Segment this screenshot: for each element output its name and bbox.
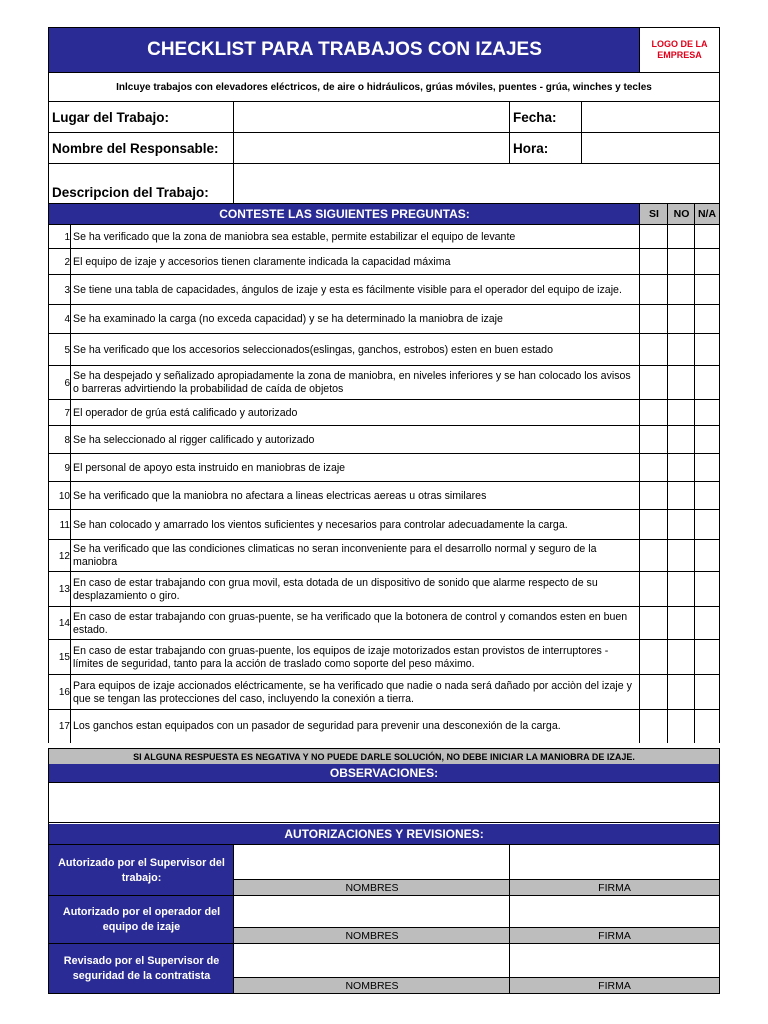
question-number: 8 bbox=[48, 425, 71, 454]
question-number: 15 bbox=[48, 639, 71, 675]
answer-na-checkbox[interactable] bbox=[694, 453, 720, 482]
answer-si-checkbox[interactable] bbox=[639, 399, 668, 426]
warning-banner: SI ALGUNA RESPUESTA ES NEGATIVA Y NO PUEDE DARLE SOLUCIÓN, NO DEBE INICIAR LA MANIOBRA DE IZAJE. bbox=[48, 748, 720, 764]
answer-no-checkbox[interactable] bbox=[667, 674, 695, 710]
answer-si-checkbox[interactable] bbox=[639, 248, 668, 275]
nombres-input[interactable] bbox=[233, 895, 510, 928]
answer-no-checkbox[interactable] bbox=[667, 304, 695, 334]
observaciones-input[interactable] bbox=[48, 782, 720, 823]
observaciones-header: OBSERVACIONES: bbox=[48, 764, 720, 782]
answer-si-checkbox[interactable] bbox=[639, 274, 668, 305]
answer-na-checkbox[interactable] bbox=[694, 539, 720, 572]
hora-label: Hora: bbox=[509, 132, 582, 163]
firma-input[interactable] bbox=[509, 943, 720, 978]
question-text: Se ha verificado que la maniobra no afectara a lineas electricas aereas u otras similares bbox=[70, 481, 640, 510]
answer-no-checkbox[interactable] bbox=[667, 248, 695, 275]
question-number: 11 bbox=[48, 509, 71, 540]
answer-si-checkbox[interactable] bbox=[639, 425, 668, 454]
question-number: 5 bbox=[48, 333, 71, 366]
question-number: 13 bbox=[48, 571, 71, 607]
question-number: 1 bbox=[48, 224, 71, 249]
answer-no-checkbox[interactable] bbox=[667, 606, 695, 640]
answer-no-checkbox[interactable] bbox=[667, 274, 695, 305]
question-number: 10 bbox=[48, 481, 71, 510]
answer-na-checkbox[interactable] bbox=[694, 365, 720, 400]
answer-si-checkbox[interactable] bbox=[639, 365, 668, 400]
answer-si-checkbox[interactable] bbox=[639, 674, 668, 710]
answer-si-checkbox[interactable] bbox=[639, 481, 668, 510]
answer-na-checkbox[interactable] bbox=[694, 571, 720, 607]
fecha-label: Fecha: bbox=[509, 101, 582, 132]
answer-na-checkbox[interactable] bbox=[694, 674, 720, 710]
answer-si-checkbox[interactable] bbox=[639, 639, 668, 675]
answer-na-checkbox[interactable] bbox=[694, 606, 720, 640]
answer-na-checkbox[interactable] bbox=[694, 333, 720, 366]
firma-caption: FIRMA bbox=[509, 977, 720, 994]
question-number: 9 bbox=[48, 453, 71, 482]
authorization-label: Autorizado por el operador del equipo de izaje bbox=[48, 895, 234, 944]
answer-no-checkbox[interactable] bbox=[667, 425, 695, 454]
answer-si-checkbox[interactable] bbox=[639, 509, 668, 540]
question-text: Se ha examinado la carga (no exceda capacidad) y se ha determinado la maniobra de izaje bbox=[70, 304, 640, 334]
question-number: 3 bbox=[48, 274, 71, 305]
answer-no-checkbox[interactable] bbox=[667, 539, 695, 572]
question-text: El personal de apoyo esta instruido en maniobras de izaje bbox=[70, 453, 640, 482]
question-text: En caso de estar trabajando con grua movil, esta dotada de un dispositivo de sonido que alarme respecto de su desplazamiento o giro. bbox=[70, 571, 640, 607]
answer-si-checkbox[interactable] bbox=[639, 606, 668, 640]
answer-na-checkbox[interactable] bbox=[694, 304, 720, 334]
question-number: 12 bbox=[48, 539, 71, 572]
answer-no-checkbox[interactable] bbox=[667, 481, 695, 510]
firma-input[interactable] bbox=[509, 844, 720, 880]
question-number: 4 bbox=[48, 304, 71, 334]
question-text: Se ha despejado y señalizado apropiadamente la zona de maniobra, en niveles inferiores y se han colocado los avisos o barreras advirtiendo la probabilidad de caída de objetos bbox=[70, 365, 640, 400]
question-text: Para equipos de izaje accionados eléctricamente, se ha verificado que nadie o nada será dañado por acciòn del izaje y que se tengan las protecciones del caso, incluyendo la conexión a tierra. bbox=[70, 674, 640, 710]
nombres-input[interactable] bbox=[233, 844, 510, 880]
answer-na-checkbox[interactable] bbox=[694, 709, 720, 743]
question-number: 6 bbox=[48, 365, 71, 400]
answer-no-checkbox[interactable] bbox=[667, 453, 695, 482]
question-text: Se ha verificado que los accesorios seleccionados(eslingas, ganchos, estrobos) esten en buen estado bbox=[70, 333, 640, 366]
form-title: CHECKLIST PARA TRABAJOS CON IZAJES bbox=[48, 27, 640, 73]
answer-na-checkbox[interactable] bbox=[694, 224, 720, 249]
descripcion-input[interactable] bbox=[233, 163, 720, 203]
authorization-label: Autorizado por el Supervisor del trabajo: bbox=[48, 844, 234, 896]
no-column-header: NO bbox=[667, 203, 695, 224]
answer-no-checkbox[interactable] bbox=[667, 709, 695, 743]
firma-input[interactable] bbox=[509, 895, 720, 928]
company-logo-placeholder: LOGO DE LA EMPRESA bbox=[639, 27, 720, 73]
question-number: 7 bbox=[48, 399, 71, 426]
answer-no-checkbox[interactable] bbox=[667, 571, 695, 607]
lugar-input[interactable] bbox=[233, 101, 510, 132]
answer-na-checkbox[interactable] bbox=[694, 639, 720, 675]
answer-no-checkbox[interactable] bbox=[667, 509, 695, 540]
answer-no-checkbox[interactable] bbox=[667, 365, 695, 400]
answer-si-checkbox[interactable] bbox=[639, 571, 668, 607]
answer-no-checkbox[interactable] bbox=[667, 399, 695, 426]
question-text: Los ganchos estan equipados con un pasador de seguridad para prevenir una desconexión de la carga. bbox=[70, 709, 640, 743]
answer-no-checkbox[interactable] bbox=[667, 639, 695, 675]
fecha-input[interactable] bbox=[581, 101, 720, 132]
authorization-label: Revisado por el Supervisor de seguridad de la contratista bbox=[48, 943, 234, 994]
question-text: El equipo de izaje y accesorios tienen claramente indicada la capacidad máxima bbox=[70, 248, 640, 275]
question-text: Se tiene una tabla de capacidades, ángulos de izaje y esta es fácilmente visible para el operador del equipo de izaje. bbox=[70, 274, 640, 305]
answer-na-checkbox[interactable] bbox=[694, 248, 720, 275]
question-text: El operador de grúa está calificado y autorizado bbox=[70, 399, 640, 426]
question-number: 16 bbox=[48, 674, 71, 710]
question-number: 14 bbox=[48, 606, 71, 640]
nombres-caption: NOMBRES bbox=[233, 879, 510, 896]
nombres-caption: NOMBRES bbox=[233, 927, 510, 944]
question-number: 17 bbox=[48, 709, 71, 743]
firma-caption: FIRMA bbox=[509, 879, 720, 896]
question-text: Se ha verificado que las condiciones climaticas no seran inconveniente para el desarrollo normal y seguro de la maniobra bbox=[70, 539, 640, 572]
answer-na-checkbox[interactable] bbox=[694, 399, 720, 426]
question-text: Se ha seleccionado al rigger calificado y autorizado bbox=[70, 425, 640, 454]
question-text: Se ha verificado que la zona de maniobra sea estable, permite estabilizar el equipo de levante bbox=[70, 224, 640, 249]
responsable-label: Nombre del Responsable: bbox=[48, 132, 234, 163]
answer-no-checkbox[interactable] bbox=[667, 333, 695, 366]
answer-si-checkbox[interactable] bbox=[639, 709, 668, 743]
answer-si-checkbox[interactable] bbox=[639, 453, 668, 482]
autorizaciones-header: AUTORIZACIONES Y REVISIONES: bbox=[48, 824, 720, 844]
question-text: Se han colocado y amarrado los vientos suficientes y necesarios para controlar adecuadamente la carga. bbox=[70, 509, 640, 540]
nombres-caption: NOMBRES bbox=[233, 977, 510, 994]
responsable-input[interactable] bbox=[233, 132, 510, 163]
question-text: En caso de estar trabajando con gruas-puente, los equipos de izaje motorizados estan provistos de interruptores - límites de seguridad, tanto para la acción de traslado como soporte del peso máximo. bbox=[70, 639, 640, 675]
answer-si-checkbox[interactable] bbox=[639, 224, 668, 249]
firma-caption: FIRMA bbox=[509, 927, 720, 944]
form-subtitle: Inlcuye trabajos con elevadores eléctricos, de aire o hidráulicos, grúas móviles, puentes - grúa, winches y tecles bbox=[48, 73, 720, 101]
lugar-label: Lugar del Trabajo: bbox=[48, 101, 234, 132]
answer-si-checkbox[interactable] bbox=[639, 539, 668, 572]
answer-na-checkbox[interactable] bbox=[694, 509, 720, 540]
answer-na-checkbox[interactable] bbox=[694, 481, 720, 510]
descripcion-label: Descripcion del Trabajo: bbox=[48, 163, 234, 203]
hora-input[interactable] bbox=[581, 132, 720, 163]
form-bottom-border bbox=[48, 993, 720, 994]
question-text: En caso de estar trabajando con gruas-puente, se ha verificado que la botonera de control y comandos esten en buen estado. bbox=[70, 606, 640, 640]
answer-na-checkbox[interactable] bbox=[694, 274, 720, 305]
questions-header: CONTESTE LAS SIGUIENTES PREGUNTAS: bbox=[48, 203, 640, 224]
na-column-header: N/A bbox=[694, 203, 720, 224]
answer-si-checkbox[interactable] bbox=[639, 333, 668, 366]
answer-si-checkbox[interactable] bbox=[639, 304, 668, 334]
si-column-header: SI bbox=[639, 203, 668, 224]
question-number: 2 bbox=[48, 248, 71, 275]
checklist-form bbox=[48, 27, 720, 994]
nombres-input[interactable] bbox=[233, 943, 510, 978]
answer-no-checkbox[interactable] bbox=[667, 224, 695, 249]
answer-na-checkbox[interactable] bbox=[694, 425, 720, 454]
